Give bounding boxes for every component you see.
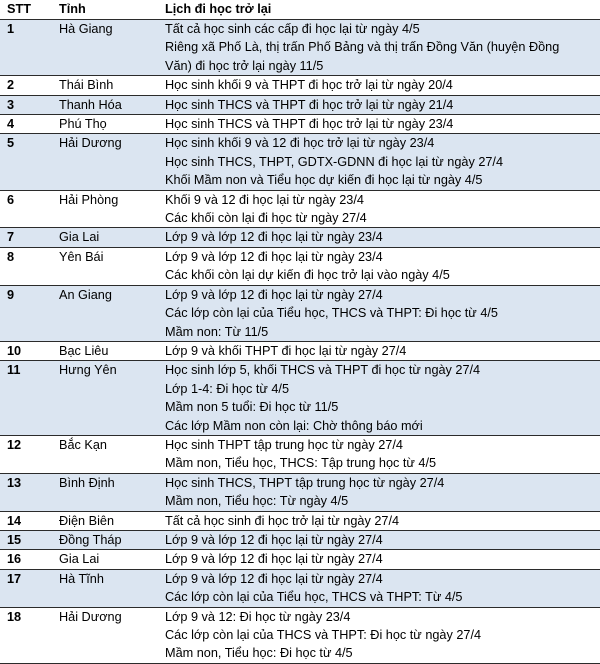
row-stt: 7: [0, 228, 52, 247]
table-row: [0, 435, 600, 473]
schedule-line: Học sinh khối 9 và 12 đi học trở lại từ ngày 23/4: [165, 136, 435, 151]
schedule-line: Học sinh THCS và THPT đi học trở lại từ ngày 21/4: [165, 97, 454, 112]
schedule-line: Lớp 9 và 12: Đi học từ ngày 23/4: [165, 609, 351, 624]
row-stt: 13: [0, 473, 52, 511]
row-stt: 10: [0, 341, 52, 360]
row-schedule: [158, 285, 600, 341]
table-row: [0, 247, 600, 285]
row-province: Hưng Yên: [52, 361, 158, 436]
row-schedule: [158, 569, 600, 607]
row-schedule: [158, 435, 600, 473]
row-province: Bạc Liêu: [52, 341, 158, 360]
schedule-line: Các khối còn lại dự kiến đi học trở lại vào ngày 4/5: [165, 268, 450, 283]
table-body: [0, 20, 600, 664]
header-stt: STT: [0, 0, 52, 20]
row-schedule: [158, 115, 600, 134]
table-row: [0, 569, 600, 607]
row-schedule: [158, 76, 600, 95]
row-schedule: [158, 341, 600, 360]
row-province: Bình Định: [52, 473, 158, 511]
row-schedule: [158, 530, 600, 549]
table-row: [0, 607, 600, 663]
row-province: Điện Biên: [52, 511, 158, 530]
header-schedule: Lịch đi học trở lại: [158, 0, 600, 20]
schedule-line: Mầm non 5 tuổi: Đi học từ 11/5: [165, 400, 339, 415]
row-stt: 15: [0, 530, 52, 549]
schedule-line: Các lớp Mầm non còn lại: Chờ thông báo mới: [165, 418, 423, 433]
table-row: [0, 511, 600, 530]
table-row: [0, 76, 600, 95]
schedule-line: Học sinh THCS và THPT đi học trở lại từ ngày 23/4: [165, 117, 454, 132]
row-schedule: [158, 361, 600, 436]
schedule-line: Lớp 9 và lớp 12 đi học lại từ ngày 27/4: [165, 532, 383, 547]
schedule-line: Riêng xã Phố Là, thị trấn Phố Bảng và thị trấn Đồng Văn (huyện Đồng: [165, 40, 560, 55]
schedule-line: Lớp 9 và lớp 12 đi học lại từ ngày 23/4: [165, 249, 383, 264]
schedule-line: Các lớp còn lại của THCS và THPT: Đi học từ ngày 27/4: [165, 628, 482, 642]
row-stt: 18: [0, 607, 52, 663]
schedule-line: Học sinh THPT tập trung học từ ngày 27/4: [165, 437, 403, 452]
row-province: Hải Dương: [52, 607, 158, 663]
schedule-line: Lớp 9 và khối THPT đi học lại từ ngày 27/4: [165, 343, 407, 358]
row-stt: 1: [0, 20, 52, 76]
row-schedule: [158, 473, 600, 511]
schedule-line: Học sinh THCS, THPT tập trung học từ ngày 27/4: [165, 475, 445, 490]
row-province: Hà Giang: [52, 20, 158, 76]
schedule-line: Lớp 9 và lớp 12 đi học lại từ ngày 27/4: [165, 287, 383, 302]
schedule-line: Học sinh THCS, THPT, GDTX-GDNN đi học lại từ ngày 27/4: [165, 154, 504, 169]
schedule-line: Văn) đi học trở lại ngày 11/5: [165, 58, 324, 73]
row-province: Hải Dương: [52, 134, 158, 190]
row-schedule: [158, 550, 600, 569]
table-row: [0, 341, 600, 360]
row-schedule: [158, 190, 600, 228]
table-row: [0, 473, 600, 511]
row-province: An Giang: [52, 285, 158, 341]
table-row: [0, 550, 600, 569]
schedule-line: Mầm non: Từ 11/5: [165, 324, 269, 339]
schedule-line: Khối 9 và 12 đi học lại từ ngày 23/4: [165, 192, 364, 207]
row-stt: 5: [0, 134, 52, 190]
table-row: [0, 20, 600, 76]
row-schedule: [158, 511, 600, 530]
table-header-row: [0, 0, 600, 20]
row-province: Phú Thọ: [52, 115, 158, 134]
row-schedule: [158, 607, 600, 663]
schedule-line: Học sinh khối 9 và THPT đi học trở lại từ ngày 20/4: [165, 78, 453, 93]
schedule-line: Tất cả học sinh đi học trở lại từ ngày 27/4: [165, 513, 400, 528]
schedule-line: Lớp 9 và lớp 12 đi học lại từ ngày 27/4: [165, 571, 383, 586]
row-stt: 14: [0, 511, 52, 530]
row-stt: 3: [0, 95, 52, 114]
schedule-line: Mầm non, Tiểu học: Đi học từ 4/5: [165, 646, 353, 661]
row-province: Yên Bái: [52, 247, 158, 285]
row-stt: 6: [0, 190, 52, 228]
schedule-line: Mầm non, Tiểu học, THCS: Tập trung học từ 4/5: [165, 456, 437, 471]
row-stt: 12: [0, 435, 52, 473]
schedule-line: Lớp 1-4: Đi học từ 4/5: [165, 381, 290, 396]
table-row: [0, 95, 600, 114]
row-stt: 9: [0, 285, 52, 341]
schedule-line: Các lớp còn lại của Tiểu học, THCS và THPT: Đi học từ 4/5: [165, 306, 498, 321]
schedule-line: Tất cả học sinh các cấp đi học lại từ ngày 4/5: [165, 22, 420, 36]
header-province: Tỉnh: [52, 0, 158, 20]
table-row: [0, 134, 600, 190]
row-schedule: [158, 95, 600, 114]
table-row: [0, 361, 600, 436]
row-stt: 4: [0, 115, 52, 134]
row-stt: 11: [0, 361, 52, 436]
table-row: [0, 530, 600, 549]
table-row: [0, 190, 600, 228]
schedule-line: Học sinh lớp 5, khối THCS và THPT đi học từ ngày 27/4: [165, 363, 481, 378]
row-stt: 8: [0, 247, 52, 285]
row-schedule: [158, 134, 600, 190]
row-province: Gia Lai: [52, 228, 158, 247]
row-province: Gia Lai: [52, 550, 158, 569]
schedule-line: Các khối còn lại đi học từ ngày 27/4: [165, 211, 367, 226]
table-row: [0, 115, 600, 134]
row-province: Hà Tĩnh: [52, 569, 158, 607]
row-province: Bắc Kạn: [52, 435, 158, 473]
schedule-line: Mầm non, Tiểu học: Từ ngày 4/5: [165, 494, 349, 509]
schedule-line: Khối Mầm non và Tiểu học dự kiến đi học lại từ ngày 4/5: [165, 173, 483, 188]
schedule-line: Các lớp còn lại của Tiểu học, THCS và THPT: Từ 4/5: [165, 590, 463, 605]
row-schedule: [158, 247, 600, 285]
table-row: [0, 285, 600, 341]
row-stt: 2: [0, 76, 52, 95]
row-province: Hải Phòng: [52, 190, 158, 228]
table-row: [0, 228, 600, 247]
row-stt: 17: [0, 569, 52, 607]
row-province: Thái Bình: [52, 76, 158, 95]
row-province: Đồng Tháp: [52, 530, 158, 549]
row-schedule: [158, 20, 600, 76]
row-schedule: [158, 228, 600, 247]
schedule-line: Lớp 9 và lớp 12 đi học lại từ ngày 23/4: [165, 230, 383, 245]
row-stt: 16: [0, 550, 52, 569]
schedule-line: Lớp 9 và lớp 12 đi học lại từ ngày 27/4: [165, 552, 383, 567]
row-province: Thanh Hóa: [52, 95, 158, 114]
